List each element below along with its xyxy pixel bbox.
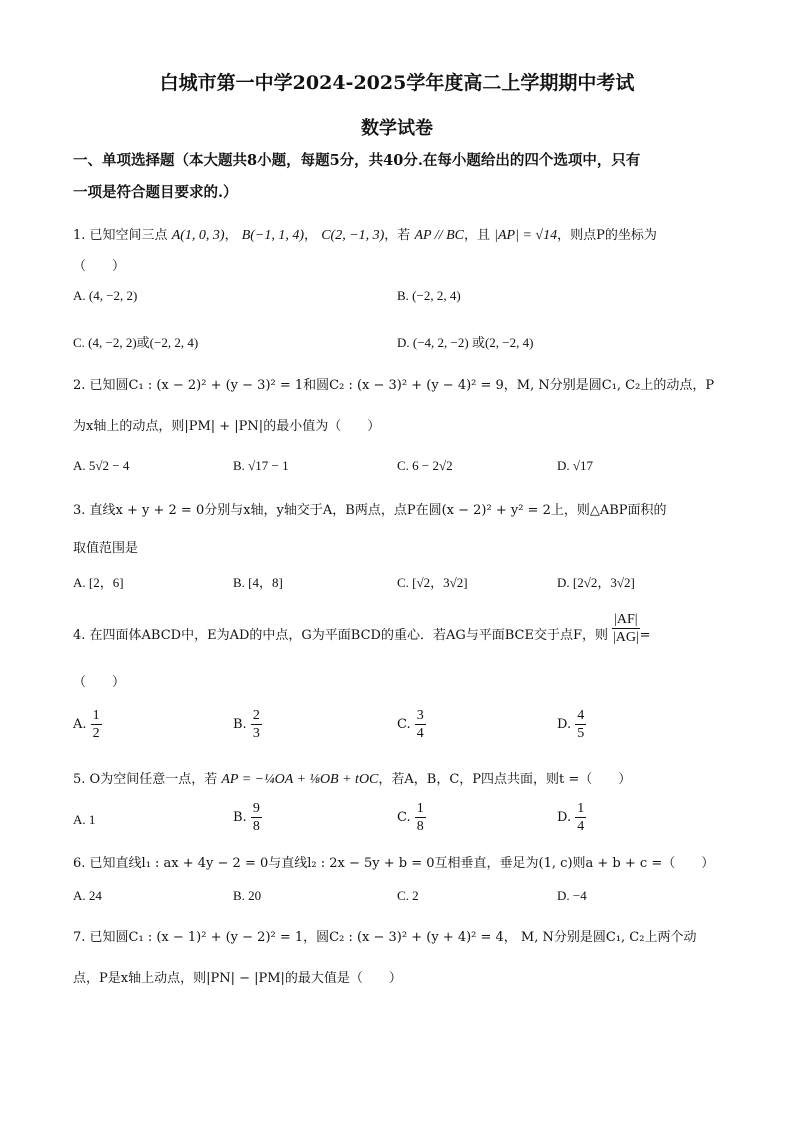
- q2-option-a: A. 5√2 − 4: [73, 458, 130, 473]
- q5-option-b-label: B.: [233, 810, 247, 825]
- q5-option-d-den: 4: [577, 819, 585, 834]
- question-2: 2. 已知圆C₁ : (x − 2)² + (y − 3)² = 1和圆C₂ : (x − 3)² + (y − 4)² = 9，M, N分别是圆C₁, C₂上的动点，P: [73, 378, 715, 393]
- q4-ratio-fraction: [612, 611, 640, 646]
- q1-question-tail: ，则点P的坐标为: [557, 228, 657, 243]
- q5-option-c-fraction: [415, 800, 426, 835]
- q3-option-a: A. [2，6]: [73, 575, 124, 590]
- question-2-cont: 为x轴上的动点，则|PM| + |PN|的最小值为（ ）: [73, 419, 381, 434]
- q4-option-d-fraction: [575, 707, 586, 742]
- q5-option-b-den: 8: [252, 819, 260, 834]
- q5-option-d-num: 1: [577, 801, 585, 816]
- q4-option-c: [397, 707, 426, 742]
- q5-option-b-num: 9: [252, 801, 260, 816]
- q1-option-c: C. (4, −2, 2)或(−2, 2, 4): [73, 335, 199, 350]
- q4-stem: 4. 在四面体ABCD中，E为AD的中点，G为平面BCD的重心．若AG与平面BCE交于点F，则: [73, 628, 608, 643]
- q5-option-c-num: 1: [416, 801, 424, 816]
- q5-option-b-fraction: [251, 800, 262, 835]
- q5-option-a: A. 1: [73, 812, 96, 827]
- q2-option-b: B. √17 − 1: [233, 458, 289, 473]
- q6-option-b: B. 20: [233, 888, 262, 903]
- q4-option-c-den: 4: [416, 726, 424, 741]
- q4-option-c-fraction: [415, 707, 426, 742]
- q3-option-b: B. [4，8]: [233, 575, 283, 590]
- question-3: 3. 直线x + y + 2 = 0分别与x轴，y轴交于A，B两点，点P在圆(x − 2)² + y² = 2上，则△ABP面积的: [73, 503, 667, 518]
- q1-answer-paren: （ ）: [73, 259, 126, 274]
- question-7: 7. 已知圆C₁ : (x − 1)² + (y − 2)² = 1，圆C₂ : (x − 3)² + (y + 4)² = 4， M, N分别是圆C₁, C₂上两个动: [73, 930, 697, 945]
- q4-option-d-label: D.: [557, 717, 572, 732]
- section-heading: 一、单项选择题（本大题共8小题，每题5分，共40分.在每小题给出的四个选项中，只有: [73, 152, 641, 169]
- q5-option-c: [397, 800, 426, 835]
- q5-option-d-label: D.: [557, 810, 572, 825]
- q1-option-a: A. (4, −2, 2): [73, 288, 138, 303]
- question-4: [73, 612, 651, 646]
- q4-option-a-den: 2: [92, 726, 100, 741]
- q1-vector-condition: AP // BC: [414, 228, 464, 243]
- q4-equals: =: [639, 628, 651, 643]
- q4-answer-paren: （ ）: [73, 675, 126, 690]
- q3-option-d: D. [2√2，3√2]: [557, 575, 635, 590]
- q4-option-b-den: 3: [252, 726, 260, 741]
- q5-option-c-den: 8: [416, 819, 424, 834]
- q6-option-a: A. 24: [73, 888, 102, 903]
- page-title: 白城市第一中学2024-2025学年度高二上学期期中考试: [159, 72, 635, 94]
- q5-option-d-fraction: [575, 800, 586, 835]
- q5-question-tail: ，若A，B，C，P四点共面，则t =（ ）: [378, 772, 632, 787]
- q4-option-d-num: 4: [577, 708, 585, 723]
- question-1: 1. 已知空间三点 A(1, 0, 3)， B(−1, 1, 4)， C(2, −1, 3)，若 AP // BC，且 |AP| = √14，则点P的坐标为: [73, 228, 657, 243]
- q1-stem: 1. 已知空间三点: [73, 228, 168, 243]
- q1-connector: ，若: [384, 228, 411, 243]
- q4-option-a-num: 1: [92, 708, 100, 723]
- q4-ratio-denominator: |AG|: [612, 630, 639, 645]
- q1-option-b: B. (−2, 2, 4): [397, 288, 461, 303]
- q2-option-d: D. √17: [557, 458, 594, 473]
- q1-norm-condition: |AP| = √14: [494, 228, 558, 243]
- q5-vector-expression: AP = −¼OA + ⅛OB + tOC: [221, 772, 379, 787]
- q3-option-c: C. [√2，3√2]: [397, 575, 468, 590]
- q4-option-a: [73, 707, 102, 742]
- q4-option-a-label: A.: [73, 717, 87, 732]
- q4-option-b-num: 2: [252, 708, 260, 723]
- q4-option-d: [557, 707, 586, 742]
- section-heading-cont: 一项是符合题目要求的.）: [73, 184, 238, 201]
- q2-option-c: C. 6 − 2√2: [397, 458, 453, 473]
- q1-option-d: D. (−4, 2, −2) 或(2, −2, 4): [397, 335, 534, 350]
- q6-option-c: C. 2: [397, 888, 419, 903]
- q4-option-a-fraction: [91, 707, 102, 742]
- q4-option-b-label: B.: [233, 717, 247, 732]
- q1-point-b: B(−1, 1, 4): [241, 228, 305, 243]
- q5-option-b: [233, 800, 262, 835]
- question-7-cont: 点，P是x轴上动点，则|PN| − |PM|的最大值是（ ）: [73, 971, 402, 986]
- q5-option-c-label: C.: [397, 810, 411, 825]
- q4-option-b-fraction: [251, 707, 262, 742]
- page-subtitle: 数学试卷: [361, 118, 433, 139]
- q5-stem: 5. O为空间任意一点，若: [73, 772, 218, 787]
- q4-ratio-numerator: |AF|: [614, 612, 638, 627]
- q4-option-d-den: 5: [577, 726, 585, 741]
- q4-option-c-label: C.: [397, 717, 411, 732]
- question-6: 6. 已知直线l₁ : ax + 4y − 2 = 0与直线l₂ : 2x − 5y + b = 0互相垂直，垂足为(1, c)则a + b + c =（ ）: [73, 856, 715, 871]
- question-3-cont: 取值范围是: [73, 541, 139, 556]
- q6-option-d: D. −4: [557, 888, 587, 903]
- q1-point-c: C(2, −1, 3): [321, 228, 385, 243]
- question-5: [73, 768, 631, 788]
- q1-connector-2: ，且: [463, 228, 490, 243]
- q1-point-a: A(1, 0, 3): [171, 228, 225, 243]
- q4-option-b: [233, 707, 262, 742]
- q4-option-c-num: 3: [416, 708, 424, 723]
- q5-option-d: [557, 800, 586, 835]
